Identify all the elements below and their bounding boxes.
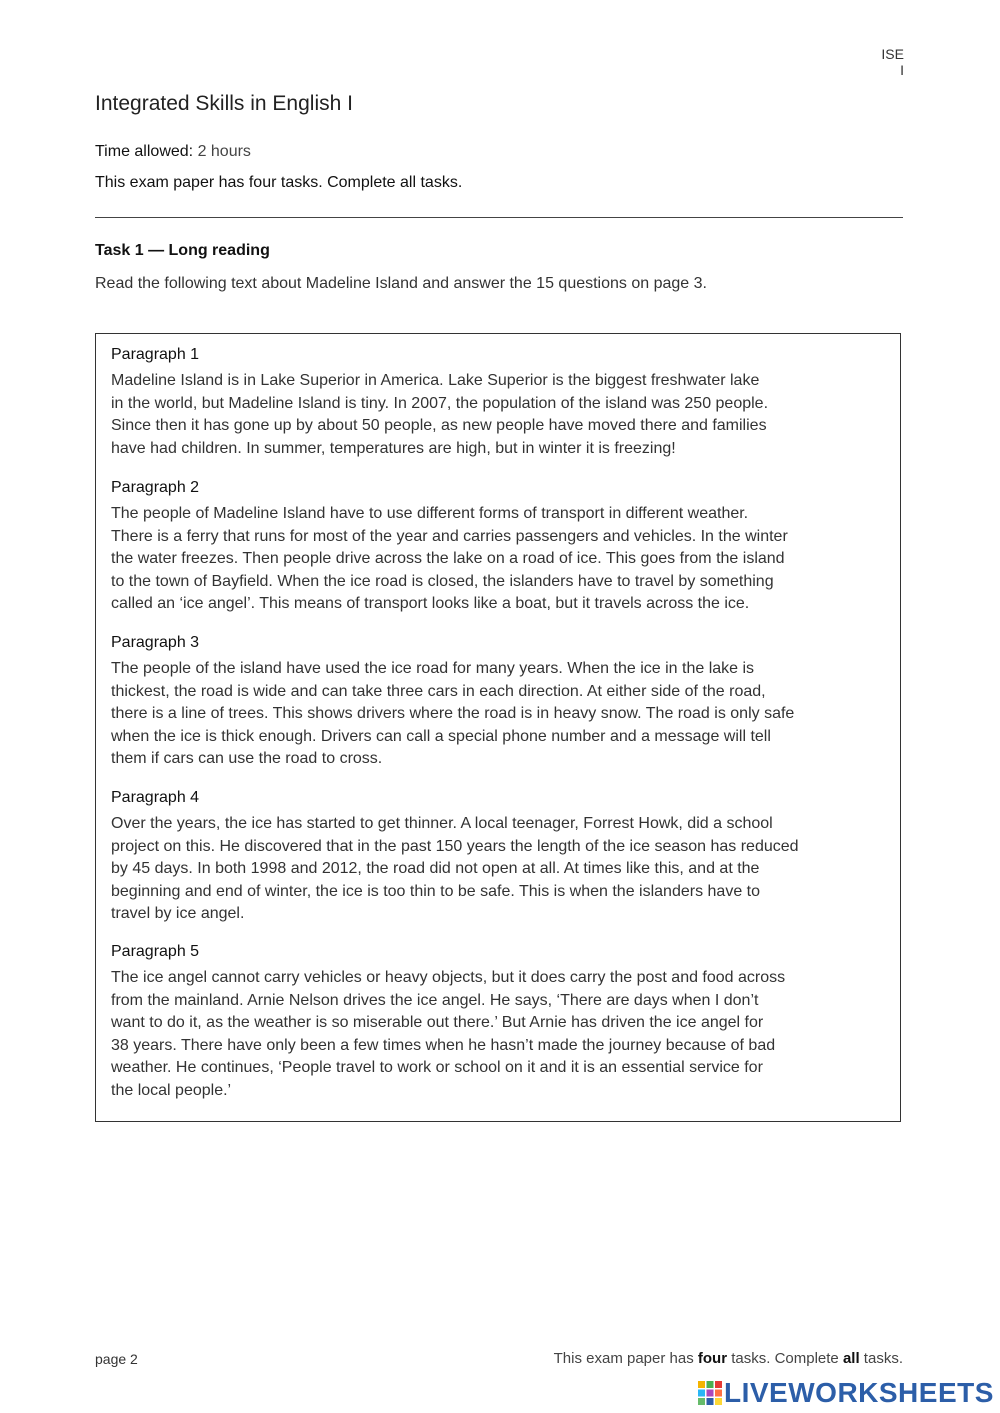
footer-note-part: This exam paper has [553, 1350, 698, 1367]
section-divider [95, 217, 903, 218]
paragraph-line: called an ‘ice angel’. This means of transport looks like a boat, but it travels across the ice. [111, 595, 750, 613]
paragraph-line: 38 years. There have only been a few times when he hasn’t made the journey because of bad [111, 1036, 776, 1054]
paragraph-line: Over the years, the ice has started to get thinner. A local teenager, Forrest Howk, did a school [111, 815, 773, 832]
paragraph-title: Paragraph 5 [111, 943, 200, 960]
footer-note-part: tasks. Complete [727, 1350, 843, 1367]
paragraph-body [111, 370, 891, 460]
exam-instructions: This exam paper has four tasks. Complete all tasks. [95, 174, 463, 191]
paragraph-line: Since then it has gone up by about 50 people, as new people have moved there and families [111, 417, 767, 435]
task-intro: Read the following text about Madeline Island and answer the 15 questions on page 3. [95, 275, 707, 292]
paragraph-title: Paragraph 3 [111, 634, 200, 651]
paragraph-line: there is a line of trees. This shows drivers where the road is in heavy snow. The road is only safe [111, 705, 795, 723]
paragraph-line: in the world, but Madeline Island is tiny. In 2007, the population of the island was 250 people. [111, 394, 769, 412]
paragraph-line: project on this. He discovered that in the past 150 years the length of the ice season has reduced [111, 837, 799, 855]
reading-text-box [95, 333, 901, 1122]
footer-note [554, 1350, 903, 1367]
liveworksheets-logo-icon [698, 1381, 722, 1405]
paragraph-line: them if cars can use the road to cross. [111, 750, 383, 768]
paragraph-line: The people of Madeline Island have to use different forms of transport in different weather. [111, 505, 749, 522]
time-allowed-value: 2 hours [197, 143, 251, 160]
time-allowed-label: Time allowed: [95, 143, 194, 160]
paragraph-line: by 45 days. In both 1998 and 2012, the road did not open at all. At times like this, and at the [111, 860, 760, 878]
paragraph-line: weather. He continues, ‘People travel to work or school on it and it is an essential service for [111, 1059, 763, 1077]
paragraph-4 [111, 789, 891, 926]
task-heading: Task 1 — Long reading [95, 242, 270, 259]
footer-note-part: tasks. [859, 1350, 903, 1367]
paragraph-line: want to do it, as the weather is so miserable out there.’ But Arnie has driven the ice angel for [111, 1014, 764, 1032]
liveworksheets-text: LIVEWORKSHEETS [724, 1377, 994, 1408]
paragraph-body [111, 813, 891, 926]
paragraph-line: Madeline Island is in Lake Superior in America. Lake Superior is the biggest freshwater lake [111, 372, 760, 389]
paragraph-2 [111, 479, 891, 616]
paragraph-line: the water freezes. Then people drive across the lake on a road of ice. This goes from the island [111, 550, 785, 568]
liveworksheets-logo[interactable] [698, 1378, 994, 1408]
paragraph-body [111, 967, 891, 1103]
paragraph-line: beginning and end of winter, the ice is too thin to be safe. This is when the islanders have to [111, 882, 761, 900]
footer-note-emphasis: four [697, 1350, 728, 1367]
paragraph-line: There is a ferry that runs for most of the year and carries passengers and vehicles. In the winter [111, 527, 788, 545]
paragraph-1 [111, 346, 891, 460]
paragraph-5 [111, 943, 891, 1103]
paragraph-line: the local people.’ [111, 1081, 232, 1099]
page-number: page 2 [95, 1351, 138, 1367]
header-exam-code: ISE I [881, 46, 904, 78]
footer-note-emphasis: all [842, 1350, 860, 1367]
paragraph-line: The people of the island have used the ice road for many years. When the ice in the lake is [111, 660, 755, 677]
paragraph-line: when the ice is thick enough. Drivers can call a special phone number and a message will tell [111, 727, 771, 745]
paragraph-line: travel by ice angel. [111, 905, 245, 923]
paragraph-line: The ice angel cannot carry vehicles or heavy objects, but it does carry the post and food across [111, 969, 786, 986]
paragraph-title: Paragraph 1 [111, 346, 200, 363]
paragraph-line: to the town of Bayfield. When the ice road is closed, the islanders have to travel by something [111, 572, 774, 590]
paragraph-line: from the mainland. Arnie Nelson drives the ice angel. He says, ‘There are days when I don’t [111, 991, 759, 1009]
paragraph-title: Paragraph 2 [111, 479, 200, 496]
paragraph-line: thickest, the road is wide and can take three cars in each direction. At either side of the road, [111, 682, 766, 700]
time-allowed [95, 143, 251, 161]
paragraph-title: Paragraph 4 [111, 789, 200, 806]
paragraph-line: have had children. In summer, temperatures are high, but in winter it is freezing! [111, 439, 676, 457]
paragraph-body [111, 503, 891, 616]
paragraph-body [111, 658, 891, 771]
paragraph-3 [111, 634, 891, 771]
page-title: Integrated Skills in English I [95, 92, 353, 115]
